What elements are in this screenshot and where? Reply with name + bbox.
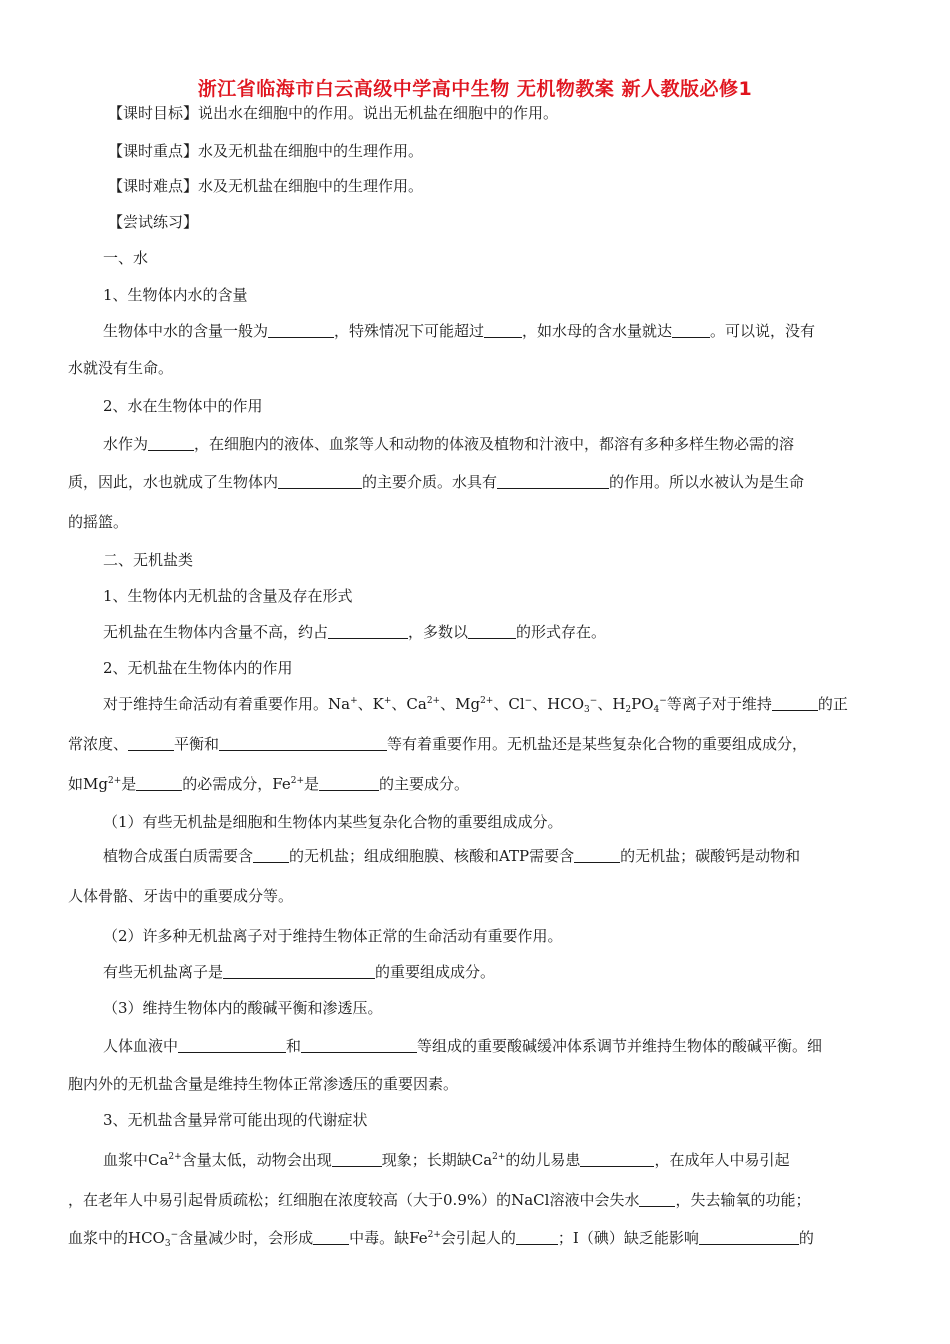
paragraph-water-role: 水作为 ，在细胞内的液体、血浆等人和动物的体液及植物和汁液中，都溶有多种多样生物必需的溶 — [103, 435, 795, 453]
subsection-water-role: 2、水在生物体中的作用 — [103, 397, 263, 415]
blank-field[interactable] — [468, 623, 516, 639]
paragraph-item-2: 有些无机盐离子是 的重要组成成分。 — [103, 963, 496, 981]
blank-field[interactable] — [219, 735, 387, 751]
blank-field[interactable] — [319, 775, 379, 791]
blank-field[interactable] — [223, 963, 375, 979]
blank-field[interactable] — [268, 322, 334, 338]
blank-field[interactable] — [328, 623, 408, 639]
paragraph-line: 水就没有生命。 — [68, 359, 174, 377]
blank-field[interactable] — [148, 435, 194, 451]
blank-field[interactable] — [580, 1151, 654, 1167]
subsection-symptoms: 3、无机盐含量异常可能出现的代谢症状 — [103, 1111, 368, 1129]
lesson-goal: 【课时目标】说出水在细胞中的作用。说出无机盐在细胞中的作用。 — [108, 104, 559, 122]
paragraph-line: 质，因此，水也就成了生物体内 的主要介质。水具有 的作用。所以水被认为是生命 — [68, 473, 805, 491]
blank-field[interactable] — [301, 1037, 417, 1053]
paragraph-line: 人体骨骼、牙齿中的重要成分等。 — [68, 887, 294, 905]
paragraph-symptoms: 血浆中$Ca^{2+}$含量太低，动物会出现 现象；长期缺$Ca^{2+}$的幼儿易患 ，在成年人中易引起 — [103, 1151, 790, 1169]
document-title: 浙江省临海市白云高级中学高中生物 无机物教案 新人教版必修1 — [197, 78, 753, 100]
blank-field[interactable] — [313, 1229, 349, 1245]
subsection-water-content: 1、生物体内水的含量 — [103, 286, 248, 304]
blank-field[interactable] — [128, 735, 174, 751]
list-item-2: （2）许多种无机盐离子对于维持生物体正常的生命活动有重要作用。 — [103, 927, 563, 945]
section-water-heading: 一、水 — [103, 249, 149, 267]
subsection-salt-role: 2、无机盐在生物体内的作用 — [103, 659, 293, 677]
blank-field[interactable] — [639, 1191, 675, 1207]
blank-field[interactable] — [497, 473, 609, 489]
lesson-difficulty: 【课时难点】水及无机盐在细胞中的生理作用。 — [108, 177, 424, 195]
paragraph-line: 血浆中的$HCO_3^-$含量减少时，会形成 中毒。缺$Fe^{2+}$会引起人的 ；I（碘）缺乏能影响 的 — [68, 1229, 814, 1249]
section-salts-heading: 二、无机盐类 — [103, 551, 194, 569]
blank-field[interactable] — [484, 322, 522, 338]
blank-field[interactable] — [574, 847, 620, 863]
blank-field[interactable] — [178, 1037, 286, 1053]
blank-field[interactable] — [136, 775, 182, 791]
blank-field[interactable] — [332, 1151, 382, 1167]
blank-field[interactable] — [772, 695, 818, 711]
blank-field[interactable] — [253, 847, 289, 863]
paragraph-salt-role: 对于维持生命活动有着重要作用。Na+、K+、$Ca^{2+}$、$Mg^{2+}$、Cl−、$HCO_3^-$、$H_2PO_4^-$等离子对于维持 的正 — [103, 695, 848, 715]
paragraph-water-content: 生物体中水的含量一般为 ，特殊情况下可能超过 ，如水母的含水量就达 。可以说，没有 — [103, 322, 816, 340]
blank-field[interactable] — [516, 1229, 558, 1245]
list-item-1: （1）有些无机盐是细胞和生物体内某些复杂化合物的重要组成成分。 — [103, 813, 563, 831]
practice-heading: 【尝试练习】 — [108, 213, 199, 231]
paragraph-line: 的摇篮。 — [68, 513, 129, 531]
paragraph-salt-content: 无机盐在生物体内含量不高，约占 ，多数以 的形式存在。 — [103, 623, 607, 641]
blank-field[interactable] — [699, 1229, 799, 1245]
subsection-salt-content: 1、生物体内无机盐的含量及存在形式 — [103, 587, 353, 605]
paragraph-line: ，在老年人中易引起骨质疏松；红细胞在浓度较高（大于0.9%）的NaCl溶液中会失水 ，失去输氧的功能； — [68, 1191, 811, 1209]
list-item-3: （3）维持生物体内的酸碱平衡和渗透压。 — [103, 999, 383, 1017]
paragraph-line: 常浓度、 平衡和 等有着重要作用。无机盐还是某些复杂化合物的重要组成成分， — [68, 735, 808, 753]
paragraph-line: 如$Mg^{2+}$是 的必需成分，$Fe^{2+}$是 的主要成分。 — [68, 775, 470, 793]
blank-field[interactable] — [672, 322, 710, 338]
blank-field[interactable] — [278, 473, 362, 489]
paragraph-item-3: 人体血液中 和 等组成的重要酸碱缓冲体系调节并维持生物体的酸碱平衡。细 — [103, 1037, 823, 1055]
lesson-key-point: 【课时重点】水及无机盐在细胞中的生理作用。 — [108, 142, 424, 160]
paragraph-item-1: 植物合成蛋白质需要含 的无机盐；组成细胞膜、核酸和ATP需要含 的无机盐；碳酸钙是动物和 — [103, 847, 801, 865]
paragraph-line: 胞内外的无机盐含量是维持生物体正常渗透压的重要因素。 — [68, 1075, 459, 1093]
